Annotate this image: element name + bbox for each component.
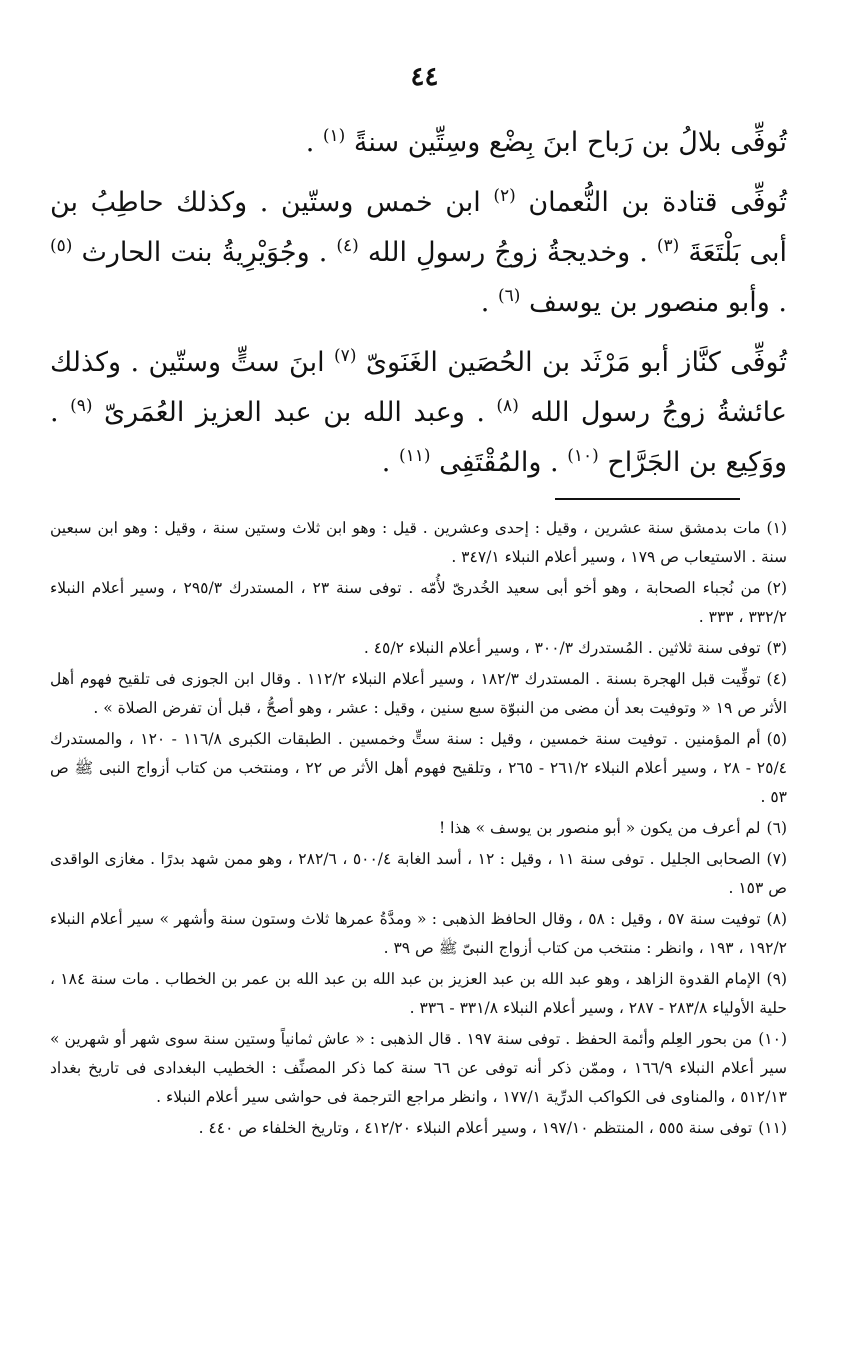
footnote-text: توفيت سنة ٥٧ ، وقيل : ٥٨ ، وقال الحافظ الذهبى : « ومدَّةُ عمرها ثلاث وستون سنة وأشهر » سير أعلام النبلاء ١٩٢/٢ ، ١٩٣ ، وانظر : منتخب من كتاب أزواج النبىّ ﷺ ص ٣٩ . bbox=[50, 910, 787, 957]
text-segment: . bbox=[305, 127, 323, 158]
text-segment: . وجُوَيْرِيةُ بنت الحارث bbox=[72, 237, 337, 268]
footnote-text: الصحابى الجليل . توفى سنة ١١ ، وقيل : ١٢ ، أسد الغابة ٥٠٠/٤ ، ٢٨٢/٦ ، وهو ممن شهد بدرًا . مغازى الواقدى ص ١٥٣ . bbox=[50, 850, 787, 897]
footnote-ref[interactable]: (٩) bbox=[70, 396, 93, 416]
text-segment: ابن خمس وستّين . وكذلك حاطِبُ بن أبى بَلْتَعَةَ bbox=[50, 187, 787, 268]
footnote-text: توفى سنة ٥٥٥ ، المنتظم ١٩٧/١٠ ، وسير أعلام النبلاء ٤١٢/٢٠ ، وتاريخ الخلفاء ص ٤٤٠ . bbox=[198, 1119, 753, 1137]
text-segment: . وعبد الله بن عبد العزيز العُمَرىّ bbox=[92, 397, 497, 428]
text-segment: . والمُقْتَفِى bbox=[430, 447, 568, 478]
text-segment: . وخديجةُ زوجُ رسولِ الله bbox=[358, 237, 657, 268]
footnote-text: توفِّيت قبل الهجرة بسنة . المستدرك ١٨٢/٣ ، وسير أعلام النبلاء ١١٢/٢ . وقال ابن الجوزى فى تلقيح فهوم أهل الأثر ص ١٩ « وتوفيت بعد أن مضى من النبوّة سبع سنين ، وقيل : عشر ، وهو أصحُّ ، قبل أن تفرض الصلاة » . bbox=[50, 670, 787, 717]
footnote-9 bbox=[50, 965, 787, 1023]
footnote-1 bbox=[50, 514, 787, 572]
main-text bbox=[50, 118, 787, 498]
footnote-ref[interactable]: (٢) bbox=[493, 186, 516, 206]
footnote-ref[interactable]: (٤) bbox=[336, 236, 359, 256]
footnote-text: توفى سنة ثلاثين . المُستدرك ٣٠٠/٣ ، وسير أعلام النبلاء ٤٥/٢ . bbox=[363, 639, 761, 657]
footnote-number: (٨) bbox=[766, 910, 787, 928]
text-segment: . وأبو منصور بن يوسف bbox=[520, 287, 787, 318]
footnote-5 bbox=[50, 725, 787, 812]
text-segment: . bbox=[480, 287, 498, 318]
footnote-number: (١) bbox=[766, 519, 787, 537]
footnote-10 bbox=[50, 1025, 787, 1112]
footnote-ref[interactable]: (٥) bbox=[50, 236, 73, 256]
footnote-ref[interactable]: (١) bbox=[322, 126, 346, 146]
footnote-number: (٢) bbox=[766, 579, 788, 597]
footnote-3 bbox=[50, 634, 787, 663]
paragraph-bilal bbox=[50, 118, 787, 168]
footnote-number: (٥) bbox=[766, 730, 788, 748]
page-number: ٤٤ bbox=[410, 62, 439, 92]
footnote-text: أم المؤمنين . توفيت سنة خمسين ، وقيل : سنة ستٍّ وخمسين . الطبقات الكبرى ١١٦/٨ - ١٢٠ ، والمستدرك ٢٥/٤ - ٢٨ ، وسير أعلام النبلاء ٢٦١/٢ - ٢٦٥ ، وتلقيح فهوم أهل الأثر ص ٢٢ ، ومنتخب من كتاب أزواج النبى ﷺ ص ٥٣ . bbox=[50, 730, 787, 806]
footnote-number: (٣) bbox=[766, 639, 787, 657]
footnote-ref[interactable]: (٦) bbox=[497, 286, 521, 306]
footnotes bbox=[50, 514, 787, 1145]
footnote-number: (٦) bbox=[766, 819, 787, 837]
footnote-text: من نُجباء الصحابة ، وهو أخو أبى سعيد الخُدرىّ لأُمّه . توفى سنة ٢٣ ، المستدرك ٢٩٥/٣ ، وسير أعلام النبلاء ٣٣٢/٢ ، ٣٣٣ . bbox=[50, 579, 787, 626]
footnote-text: مات بدمشق سنة عشرين ، وقيل : إحدى وعشرين . قيل : وهو ابن ثلاث وستين سنة ، وقيل : وهو ابن سبعين سنة . الاستيعاب ص ١٧٩ ، وسير أعلام النبلاء ٣٤٧/١ . bbox=[50, 519, 787, 566]
footnote-7 bbox=[50, 845, 787, 903]
text-segment: تُوفِّى قتادة بن النُّعمان bbox=[515, 187, 787, 218]
footnote-2 bbox=[50, 574, 787, 632]
text-segment: تُوفِّى كنَّاز أبو مَرْثَد بن الحُصَين الغَنَوىّ bbox=[356, 347, 787, 378]
paragraph-kannaz bbox=[50, 338, 787, 488]
footnote-text: من بحور العِلم وأئمة الحفظ . توفى سنة ١٩٧ . قال الذهبى : « عاش ثمانياً وستين سنة سوى شهر أو شهرين » سير أعلام النبلاء ١٦٦/٩ ، وممّن ذكر أنه توفى عن ٦٦ سنة كما ذكر المصنِّف : الخطيب البغدادى فى تاريخ بغداد ٥١٢/١٣ ، والمناوى فى الكواكب الدرِّية ١٧٧/١ ، وانظر مراجع الترجمة فى حواشى سير أعلام النبلاء . bbox=[50, 1030, 787, 1106]
footnote-number: (٧) bbox=[766, 850, 787, 868]
text-segment: . bbox=[381, 447, 399, 478]
footnote-4 bbox=[50, 665, 787, 723]
footnote-ref[interactable]: (٧) bbox=[334, 346, 357, 366]
text-segment: تُوفِّى بلالُ بن رَباح ابنَ بِضْع وسِتِّين سنةً bbox=[345, 127, 787, 158]
footnote-number: (٩) bbox=[766, 970, 787, 988]
footnote-number: (١٠) bbox=[758, 1030, 787, 1048]
footnote-number: (١١) bbox=[758, 1119, 787, 1137]
text-segment: . ووَكِيع بن الجَرَّاح bbox=[50, 397, 787, 478]
footnote-6 bbox=[50, 814, 787, 843]
footnote-ref[interactable]: (١٠) bbox=[567, 446, 599, 466]
footnote-text: لم أعرف من يكون « أبو منصور بن يوسف » هذا ! bbox=[438, 819, 761, 837]
footnote-number: (٤) bbox=[766, 670, 787, 688]
footnote-11 bbox=[50, 1114, 787, 1143]
footnote-text: الإمام القدوة الزاهد ، وهو عبد الله بن عبد العزيز بن عبد الله بن عبد الله بن عمر بن الخطاب . مات سنة ١٨٤ ، حلية الأولياء ٢٨٣/٨ - ٢٨٧ ، وسير أعلام النبلاء ٣٣١/٨ - ٣٣٦ . bbox=[50, 970, 787, 1017]
footnote-ref[interactable]: (٨) bbox=[496, 396, 519, 416]
footnote-8 bbox=[50, 905, 787, 963]
text-segment: ابنَ ستٍّ وستّين . وكذلك عائشةُ زوجُ رسول الله bbox=[50, 347, 787, 428]
footnote-separator bbox=[555, 498, 740, 500]
footnote-ref[interactable]: (١١) bbox=[398, 446, 431, 466]
paragraph-qatada bbox=[50, 178, 787, 328]
footnote-ref[interactable]: (٣) bbox=[656, 236, 680, 256]
